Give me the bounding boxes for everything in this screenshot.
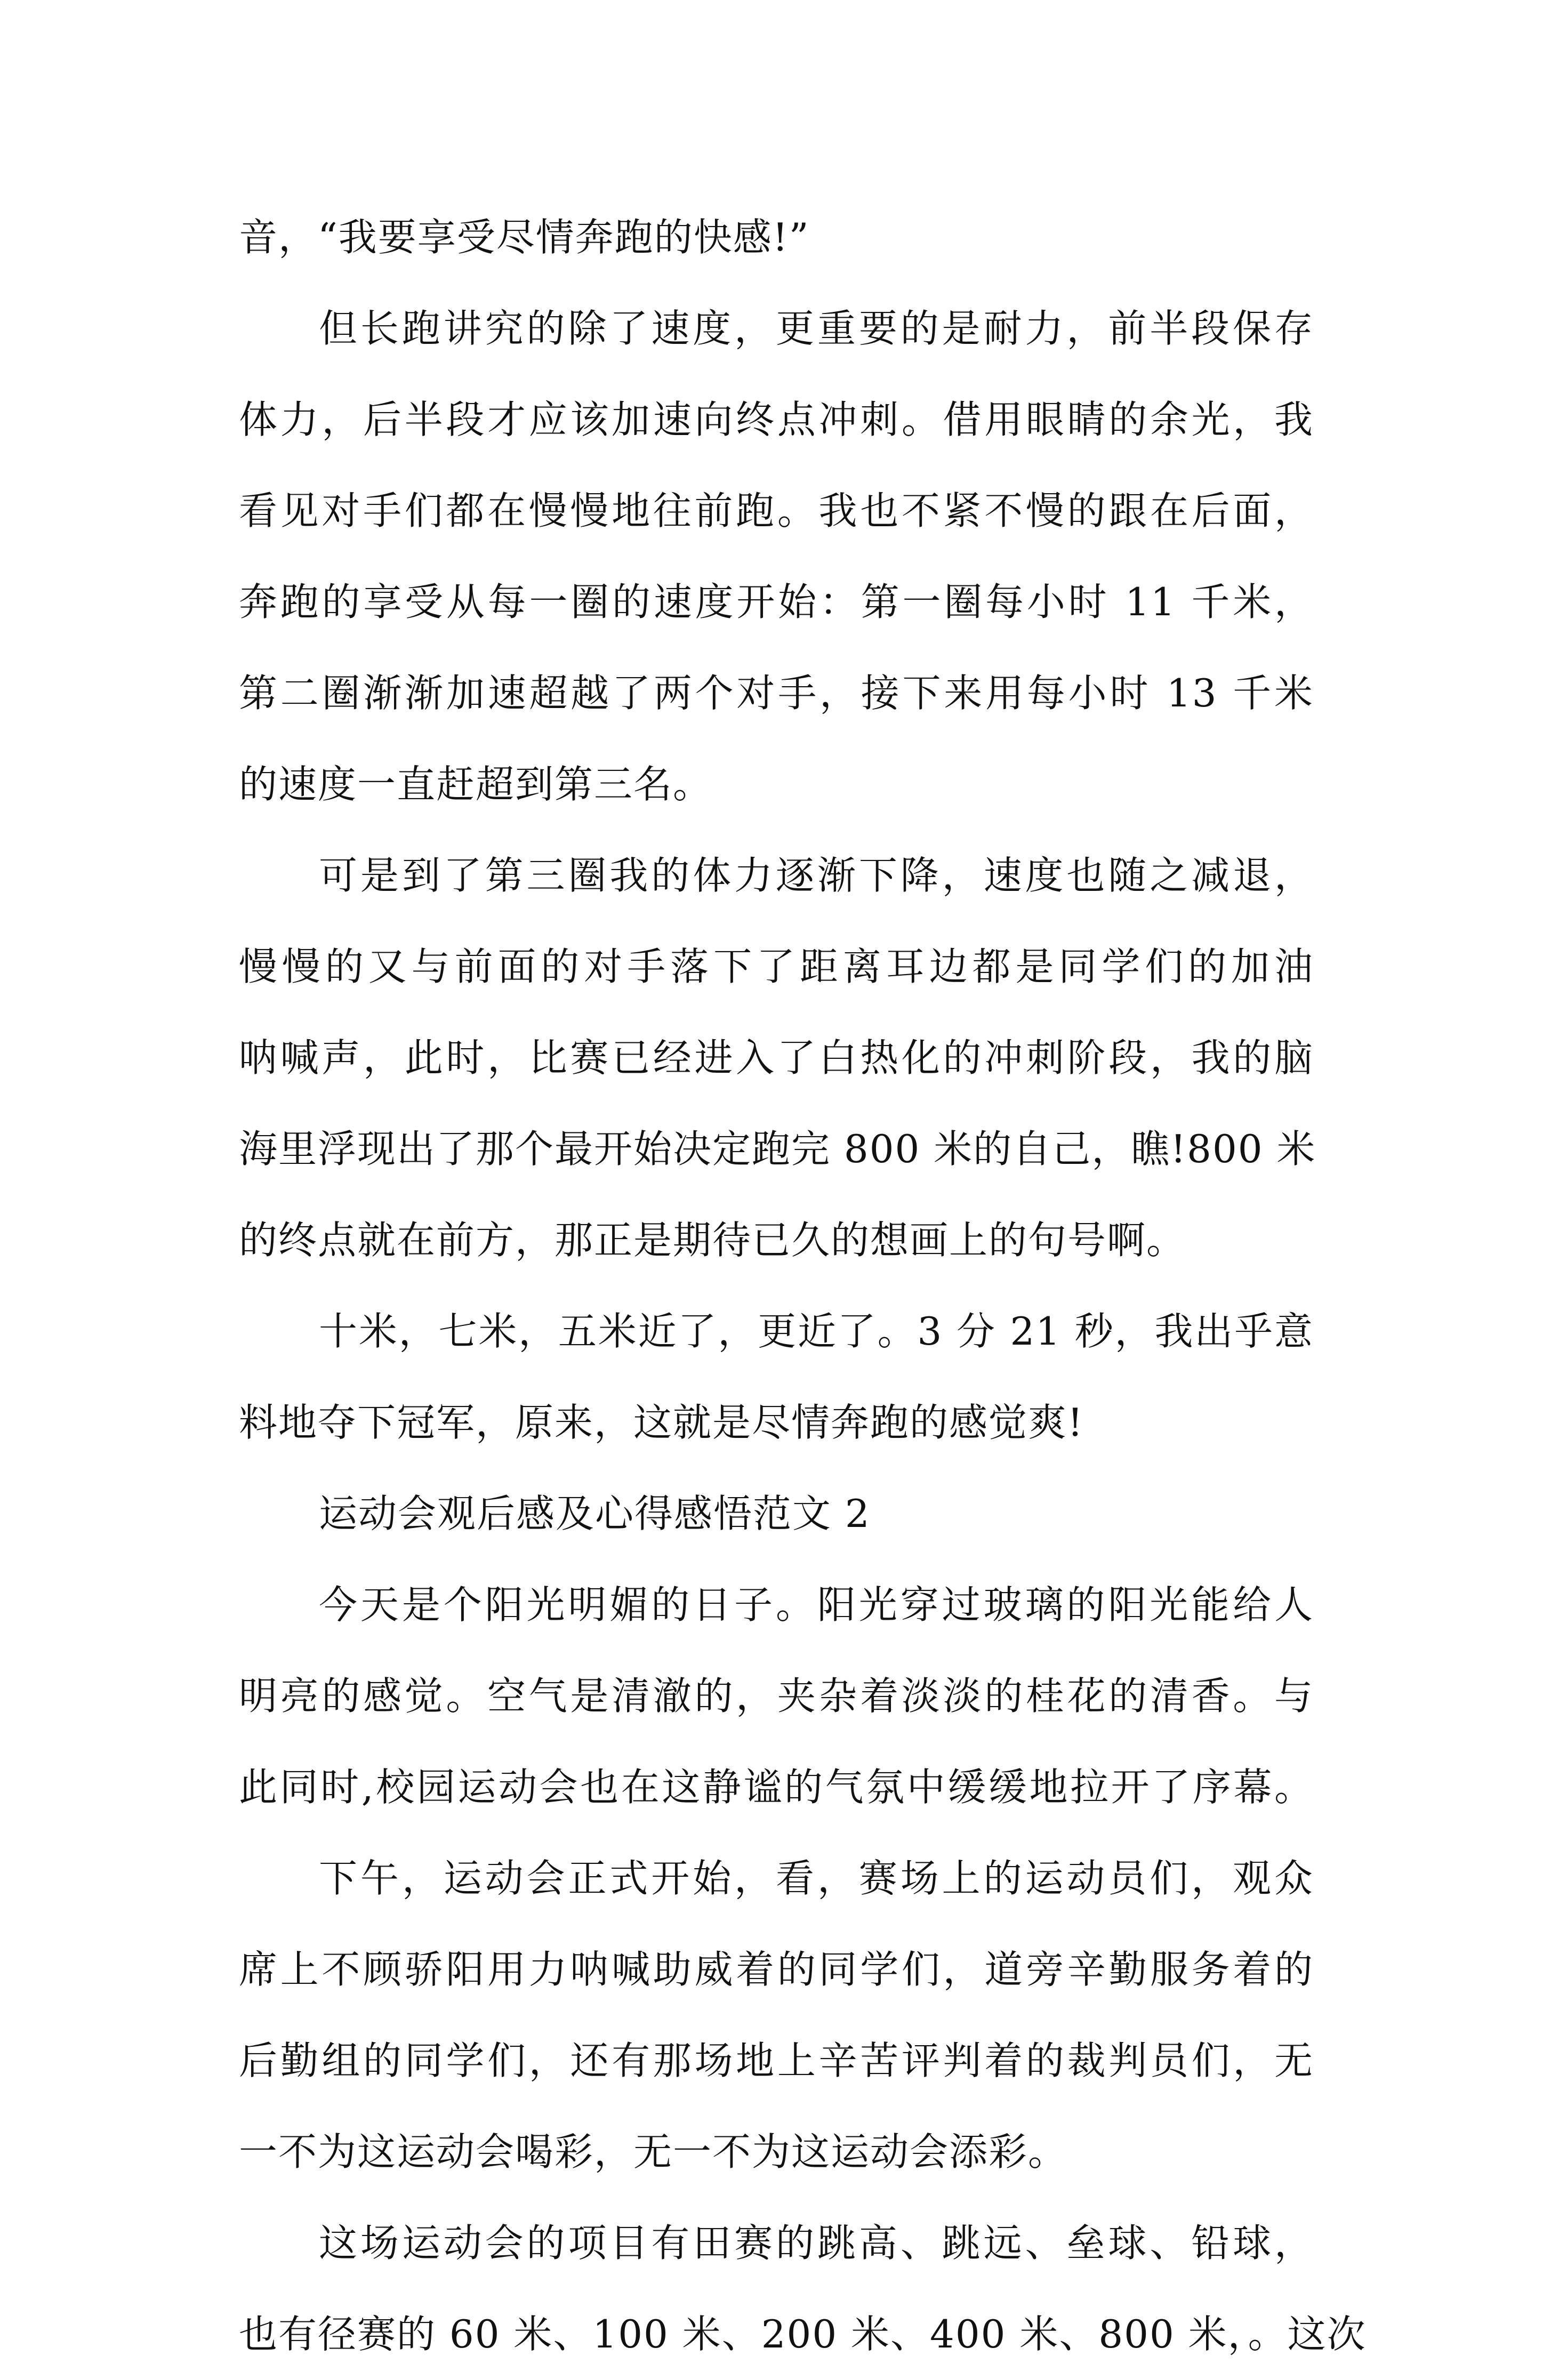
text-line: 后勤组的同学们，还有那场地上辛苦评判着的裁判员们，无 — [239, 2038, 1314, 2083]
text-line: 一不为这运动会喝彩，无一不为这运动会添彩。 — [239, 2129, 1068, 2174]
text-line: 奔跑的享受从每一圈的速度开始：第一圈每小时 11 千米， — [239, 580, 1314, 624]
text-line: 也有径赛的 60 米、100 米、200 米、400 米、800 米，。这次 — [239, 2312, 1367, 2357]
document-body — [239, 192, 1367, 2380]
text-line: 第二圈渐渐加速超越了两个对手，接下来用每小时 13 千米 — [239, 671, 1314, 715]
text-line: 慢慢的又与前面的对手落下了距离耳边都是同学们的加油 — [239, 944, 1314, 989]
text-line: 今天是个阳光明媚的日子。阳光穿过玻璃的阳光能给人 — [319, 1582, 1314, 1627]
text-line: 此同时,校园运动会也在这静谧的气氛中缓缓地拉开了序幕。 — [239, 1765, 1314, 1810]
text-line: 但长跑讲究的除了速度，更重要的是耐力，前半段保存 — [319, 306, 1314, 351]
text-line: 体力，后半段才应该加速向终点冲刺。借用眼睛的余光，我 — [239, 397, 1314, 442]
text-line: 十米，七米，五米近了，更近了。3 分 21 秒，我出乎意 — [319, 1309, 1314, 1354]
text-line: 的终点就在前方，那正是期待已久的想画上的句号啊。 — [239, 1218, 1186, 1263]
text-line: 呐喊声，此时，比赛已经进入了白热化的冲刺阶段，我的脑 — [239, 1035, 1314, 1080]
text-line: 席上不顾骄阳用力呐喊助威着的同学们，道旁辛勤服务着的 — [239, 1947, 1314, 1992]
text-line: 下午，运动会正式开始，看，赛场上的运动员们，观众 — [319, 1856, 1314, 1901]
text-line: 的速度一直赶超到第三名。 — [239, 762, 713, 807]
text-line: 看见对手们都在慢慢地往前跑。我也不紧不慢的跟在后面， — [239, 488, 1314, 533]
text-line: 可是到了第三圈我的体力逐渐下降，速度也随之减退， — [319, 853, 1314, 898]
text-line: 明亮的感觉。空气是清澈的，夹杂着淡淡的桂花的清香。与 — [239, 1674, 1314, 1718]
text-line: 这场运动会的项目有田赛的跳高、跳远、垒球、铅球， — [319, 2221, 1314, 2265]
text-line: 料地夺下冠军，原来，这就是尽情奔跑的感觉爽! — [239, 1400, 1084, 1445]
text-line: 音，“我要享受尽情奔跑的快感!” — [239, 215, 810, 260]
section-heading: 运动会观后感及心得感悟范文 2 — [319, 1491, 871, 1536]
text-line: 海里浮现出了那个最开始决定跑完 800 米的自己，瞧!800 米 — [239, 1127, 1316, 1171]
